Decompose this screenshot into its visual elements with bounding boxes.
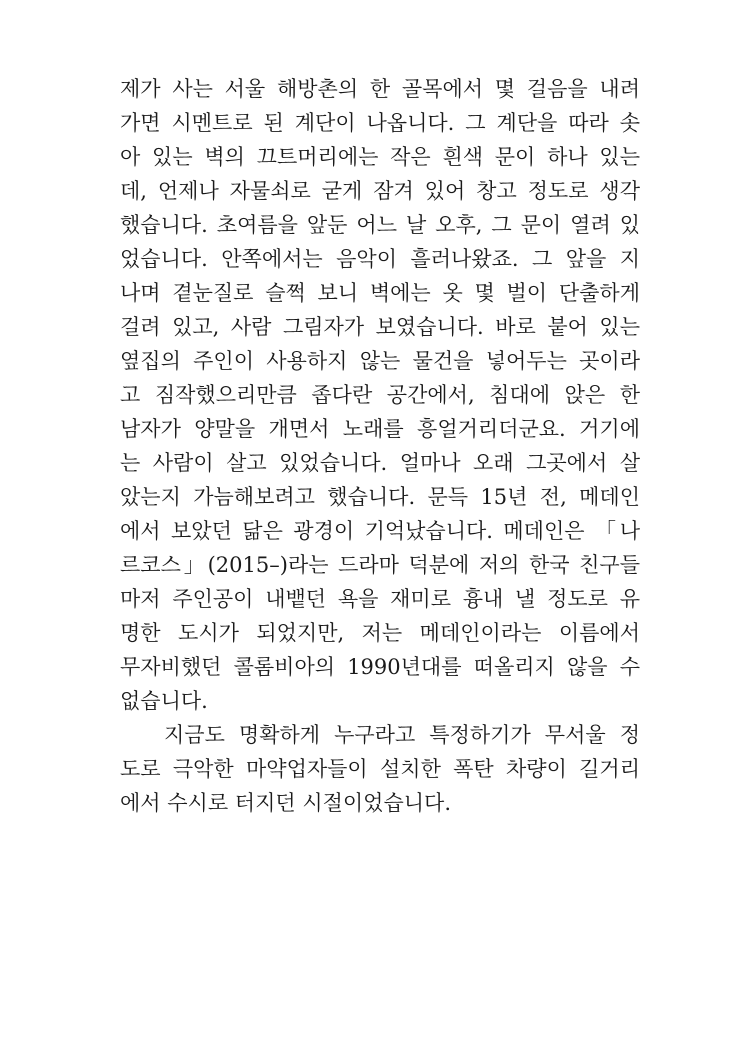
paragraph <box>120 718 640 820</box>
text-line: 가면 시멘트로 된 계단이 나옵니다. 그 계단을 따라 솟 <box>120 111 640 135</box>
text-line: 르코스」(2015–)라는 드라마 덕분에 저의 한국 친구들 <box>120 553 640 577</box>
text-line: 없습니다. <box>120 689 208 713</box>
text-line: 명한 도시가 되었지만, 저는 메데인이라는 이름에서 <box>120 621 640 645</box>
text-line: 도로 극악한 마약업자들이 설치한 폭탄 차량이 길거리 <box>120 757 640 781</box>
text-line: 제가 사는 서울 해방촌의 한 골목에서 몇 걸음을 내려 <box>120 77 640 101</box>
text-line: 마저 주인공이 내뱉던 욕을 재미로 흉내 낼 정도로 유 <box>120 587 640 611</box>
text-line: 아 있는 벽의 끄트머리에는 작은 흰색 문이 하나 있는 <box>120 145 640 169</box>
text-line: 걸려 있고, 사람 그림자가 보였습니다. 바로 붙어 있는 <box>120 315 640 339</box>
text-line: 무자비했던 콜롬비아의 1990년대를 떠올리지 않을 수 <box>120 655 640 679</box>
body-text <box>120 72 640 820</box>
text-line: 었습니다. 안쪽에서는 음악이 흘러나왔죠. 그 앞을 지 <box>120 247 640 271</box>
text-line: 에서 보았던 닮은 광경이 기억났습니다. 메데인은 「나 <box>120 519 640 543</box>
text-line: 고 짐작했으리만큼 좁다란 공간에서, 침대에 앉은 한 <box>120 383 640 407</box>
text-line: 옆집의 주인이 사용하지 않는 물건을 넣어두는 곳이라 <box>120 349 640 373</box>
text-line: 데, 언제나 자물쇠로 굳게 잠겨 있어 창고 정도로 생각 <box>120 179 640 203</box>
text-line: 는 사람이 살고 있었습니다. 얼마나 오래 그곳에서 살 <box>120 451 640 475</box>
text-line: 에서 수시로 터지던 시절이었습니다. <box>120 791 451 815</box>
text-line: 았는지 가늠해보려고 했습니다. 문득 15년 전, 메데인 <box>120 485 640 509</box>
text-line: 남자가 양말을 개면서 노래를 흥얼거리더군요. 거기에 <box>120 417 640 441</box>
text-line: 지금도 명확하게 누구라고 특정하기가 무서울 정 <box>164 723 640 747</box>
text-line: 했습니다. 초여름을 앞둔 어느 날 오후, 그 문이 열려 있 <box>120 213 640 237</box>
text-line: 나며 곁눈질로 슬쩍 보니 벽에는 옷 몇 벌이 단출하게 <box>120 281 640 305</box>
paragraph <box>120 72 640 718</box>
